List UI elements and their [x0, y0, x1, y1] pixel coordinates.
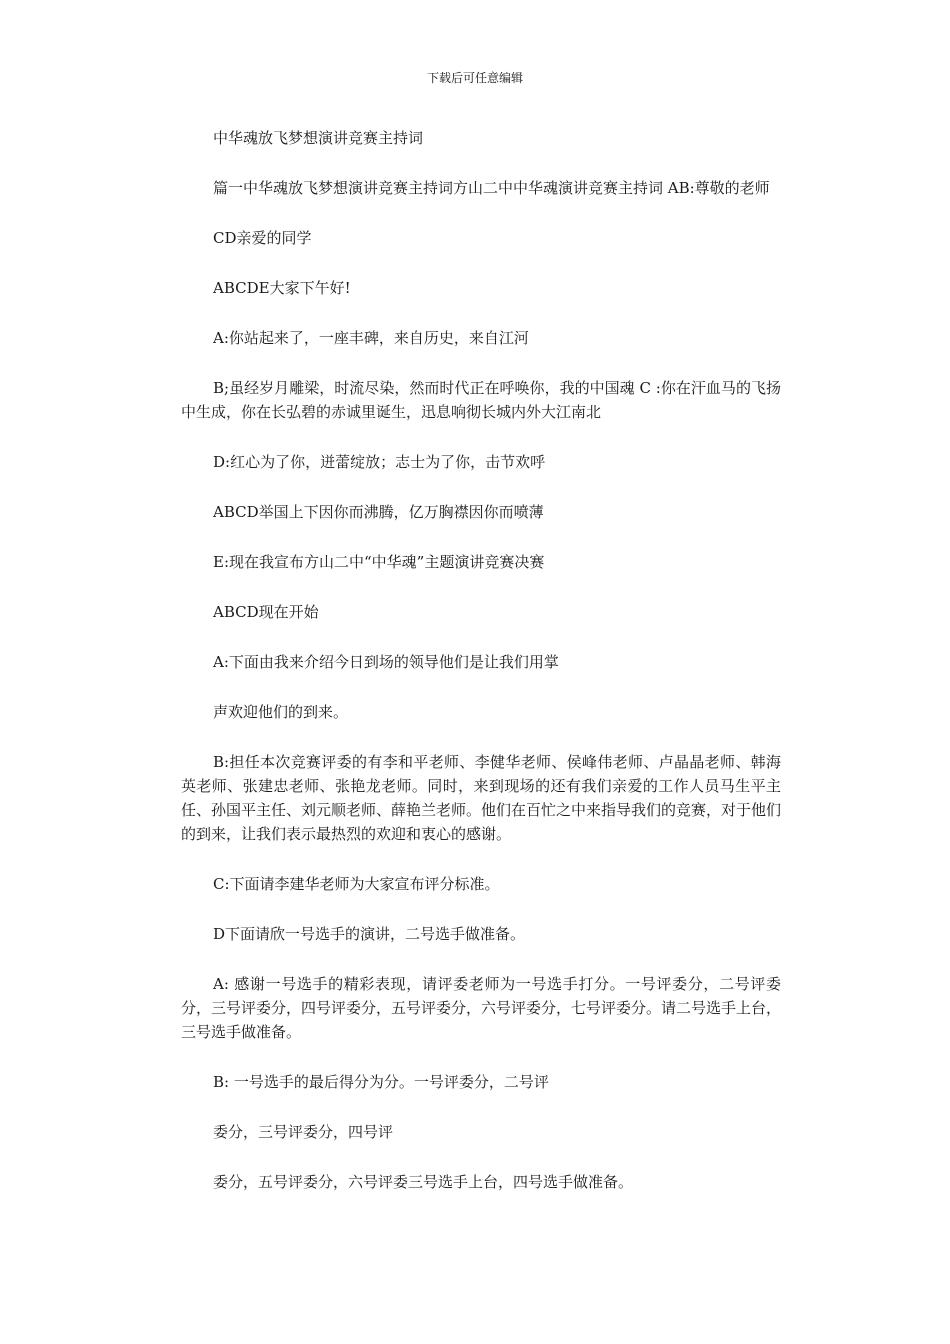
paragraph: A:下面由我来介绍今日到场的领导他们是让我们用掌 — [213, 653, 559, 671]
paragraph: 篇一中华魂放飞梦想演讲竞赛主持词方山二中中华魂演讲竞赛主持词 AB:尊敬的老师 — [213, 179, 770, 197]
paragraph: ABCD现在开始 — [213, 603, 319, 621]
paragraph: CD亲爱的同学 — [213, 229, 312, 247]
paragraph: ABCD举国上下因你而沸腾，亿万胸襟因你而喷薄 — [213, 503, 544, 521]
paragraph: E:现在我宣布方山二中“中华魂”主题演讲竞赛决赛 — [213, 553, 545, 571]
paragraph: B;虽经岁月雕梁，时流尽染，然而时代正在呼唤你，我的中国魂 C :你在汗血马的飞扬中生成，你在长弘碧的赤诚里诞生，迅息响彻长城内外大江南北 — [181, 379, 781, 421]
paragraph: 声欢迎他们的到来。 — [213, 703, 349, 721]
paragraph: C:下面请李建华老师为大家宣布评分标准。 — [213, 875, 500, 893]
paragraph: B: 一号选手的最后得分为分。一号评委分，二号评 — [213, 1073, 549, 1091]
paragraph: B:担任本次竞赛评委的有李和平老师、李健华老师、侯峰伟老师、卢晶晶老师、韩海英老师、张建忠老师、张艳龙老师。同时，来到现场的还有我们亲爱的工作人员马生平主任、孙国平主任、刘元顺老师、薛艳兰老师。他们在百忙之中来指导我们的竞赛，对于他们的到来，让我们表示最热烈的欢迎和衷心的感谢。 — [181, 753, 782, 843]
paragraph: D:红心为了你，迸蕾绽放；志士为了你，击节欢呼 — [213, 453, 546, 471]
paragraph: D下面请欣一号选手的演讲，二号选手做准备。 — [213, 925, 526, 943]
document-body — [181, 126, 781, 1220]
document-title: 中华魂放飞梦想演讲竞赛主持词 — [213, 129, 424, 147]
paragraph: 委分，五号评委分，六号评委三号选手上台，四号选手做准备。 — [213, 1173, 634, 1191]
paragraph: 委分，三号评委分，四号评 — [213, 1123, 394, 1141]
paragraph: A: 感谢一号选手的精彩表现，请评委老师为一号选手打分。一号评委分，二号评委分，三号评委分，四号评委分，五号评委分，六号评委分，七号评委分。请二号选手上台，三号选手做准备。 — [181, 975, 782, 1041]
page-header-note: 下载后可任意编辑 — [426, 71, 523, 85]
paragraph: ABCDE大家下午好! — [213, 279, 351, 297]
paragraph: A:你站起来了，一座丰碑，来自历史，来自江河 — [213, 329, 529, 347]
